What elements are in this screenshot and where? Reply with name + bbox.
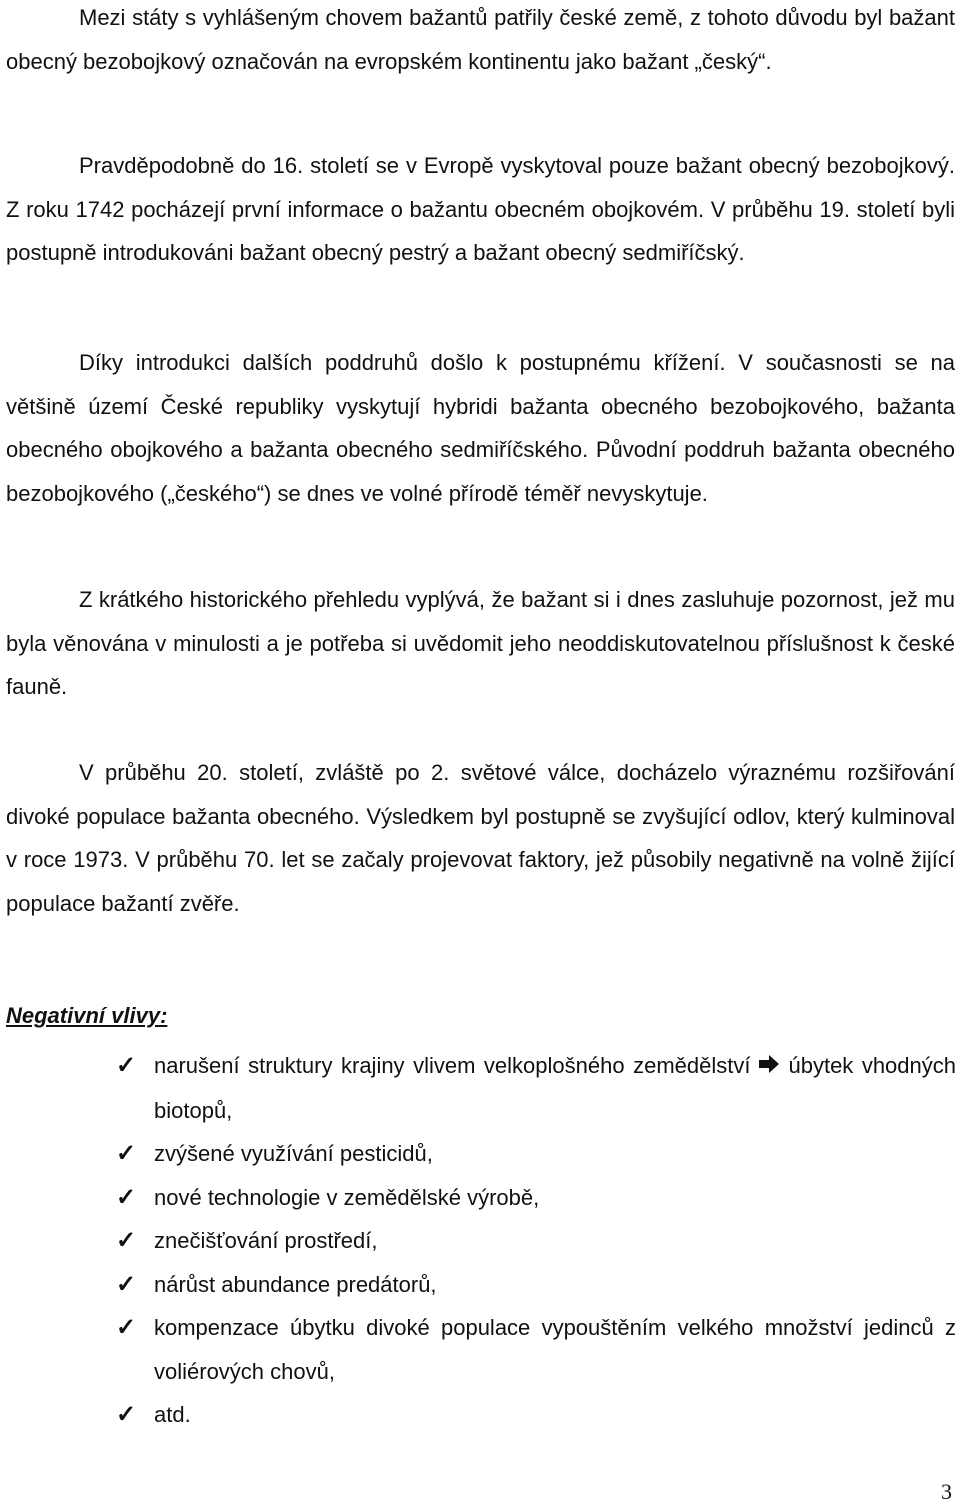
paragraph-4 xyxy=(6,578,955,709)
checkmark-icon: ✓ xyxy=(116,1183,137,1211)
paragraph-3 xyxy=(6,341,955,515)
list-item xyxy=(116,1393,956,1437)
paragraph-text: V průběhu 20. století, zvláště po 2. světové válce, docházelo výraznému rozšiřování divoké populace bažanta obecného. Výsledkem byl postupně se zvyšující odlov, který kulminoval v roce 1973. V průběhu 70. let se začaly projevovat faktory, jež působily negativně na volně žijící populace bažantí zvěře. xyxy=(6,760,955,916)
checkmark-icon: ✓ xyxy=(116,1314,137,1342)
list-item-text: nárůst abundance predátorů, xyxy=(154,1271,437,1297)
negative-factors-list xyxy=(116,1044,956,1437)
paragraph-2 xyxy=(6,144,955,275)
page-number: 3 xyxy=(941,1479,952,1504)
checkmark-icon: ✓ xyxy=(116,1227,137,1255)
list-item xyxy=(116,1176,956,1220)
list-item-text: kompenzace úbytku divoké populace vypouštěním velkého množství jedinců z voliérových chovů, xyxy=(154,1315,956,1384)
list-item-text: narušení struktury krajiny vlivem velkoplošného zemědělství xyxy=(154,1053,751,1078)
paragraph-text: Z krátkého historického přehledu vyplývá, že bažant si i dnes zasluhuje pozornost, jež mu byla věnována v minulosti a je potřeba si uvědomit jeho neoddiskutovatelnou příslušnost k české fauně. xyxy=(6,587,955,699)
list-item-text: úbytek vhodných biotopů, xyxy=(154,1053,956,1123)
list-item xyxy=(116,1263,956,1307)
checkmark-icon: ✓ xyxy=(116,1052,137,1079)
list-item xyxy=(116,1306,956,1393)
list-item xyxy=(116,1132,956,1176)
list-item-text: znečišťování prostředí, xyxy=(154,1228,378,1254)
paragraph-text: Mezi státy s vyhlášeným chovem bažantů patřily české země, z tohoto důvodu byl bažant obecný bezobojkový označován na evropském kontinentu jako bažant „český“. xyxy=(6,5,955,74)
list-item-text: nové technologie v zemědělské výrobě, xyxy=(154,1184,540,1210)
checkmark-icon: ✓ xyxy=(116,1140,137,1168)
list-item-text: zvýšené využívání pesticidů, xyxy=(154,1141,433,1167)
section-heading: Negativní vlivy: xyxy=(6,1003,168,1028)
paragraph-text: Díky introdukci dalších poddruhů došlo k postupnému křížení. V současnosti se na většině území České republiky vyskytují hybridi bažanta obecného bezobojkového, bažanta obecného obojkového a bažanta obecného sedmiříčského. Původní poddruh bažanta obecného bezobojkového („českého“) se dnes ve volné přírodě téměř nevyskytuje. xyxy=(6,350,955,506)
list-item xyxy=(116,1219,956,1263)
checkmark-icon: ✓ xyxy=(116,1401,137,1429)
checkmark-icon: ✓ xyxy=(116,1270,137,1298)
paragraph-5 xyxy=(6,751,955,925)
paragraph-1 xyxy=(6,0,955,83)
right-arrow-icon xyxy=(758,1045,780,1089)
list-item xyxy=(116,1044,956,1132)
paragraph-text: Pravděpodobně do 16. století se v Evropě vyskytoval pouze bažant obecný bezobojkový. Z roku 1742 pocházejí první informace o bažantu obecném obojkovém. V průběhu 19. století byli postupně introdukováni bažant obecný pestrý a bažant obecný sedmiříčský. xyxy=(6,153,955,265)
list-item-text: atd. xyxy=(154,1402,191,1428)
